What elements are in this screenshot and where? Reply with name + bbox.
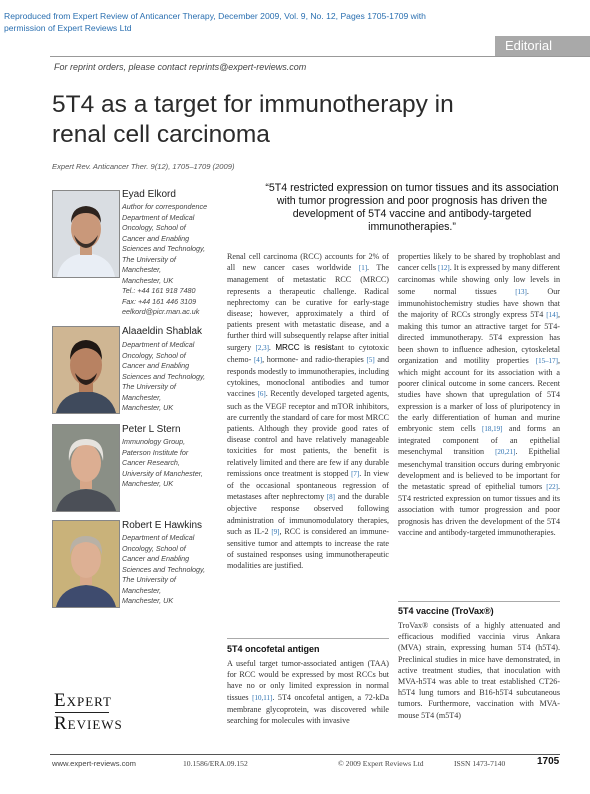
reproduction-line: Reproduced from Expert Review of Anticancer Therapy, December 2009, Vol. 9, No. 12, Pages 1705-1709 with xyxy=(4,11,426,21)
author-phone: Tel.: +44 161 918 7480 xyxy=(122,286,196,295)
reproduction-notice xyxy=(4,10,484,34)
citation-link[interactable]: [12] xyxy=(438,264,450,273)
author-photo-hawkins xyxy=(52,520,120,608)
body-column-left xyxy=(227,251,389,572)
author-affiliation: Immunology Group, Paterson Institute for Cancer Research, University of Manchester, Manchester, UK xyxy=(122,437,203,488)
citation-link[interactable]: [15–17] xyxy=(535,356,558,365)
paragraph: A useful target tumor-associated antigen (TAA) for RCC would be expressed by most RCCs but have no or only limited expression in normal tissues [10,11]. 5T4 oncofetal antigen, a 72-kDa membrane glycoprotein, was discovered while searching for molecules with invasive xyxy=(227,659,389,726)
author-name: Alaaeldin Shablak xyxy=(122,326,203,337)
footer-issn: ISSN 1473-7140 xyxy=(454,759,506,768)
footer-copyright: © 2009 Expert Reviews Ltd xyxy=(338,759,424,768)
author-affiliation: Department of Medical Oncology, School of Cancer and Enabling Sciences and Technology, The University of Manchester, Manchester, UK xyxy=(122,533,206,605)
citation-link[interactable]: [18,19] xyxy=(482,425,503,434)
citation-link[interactable]: [4] xyxy=(253,355,263,364)
citation-link[interactable]: [10,11] xyxy=(252,693,273,702)
article-citation: Expert Rev. Anticancer Ther. 9(12), 1705–1709 (2009) xyxy=(52,162,235,171)
reprint-notice: For reprint orders, please contact reprints@expert-reviews.com xyxy=(54,62,307,72)
pull-quote: “5T4 restricted expression on tumor tissues and its association with tumor progression and poor prognosis has driven the development of 5T4 vaccine and antibody-targeted immunotherapies.” xyxy=(265,182,559,233)
logo-word: Reviews xyxy=(54,713,123,734)
reproduction-line: permission of Expert Reviews Ltd xyxy=(4,23,132,33)
header-rule xyxy=(50,56,590,57)
page-number: 1705 xyxy=(537,756,560,767)
title-line: renal cell carcinoma xyxy=(52,121,270,148)
section-rule xyxy=(398,601,560,602)
author-affiliation: Author for correspondence Department of Medical Oncology, School of Cancer and Enabling Sciences and Technology, The University of Manchester, Manchester, UK Tel.: +44 161 918 7480 Fax: +44 161 446 3109 eelkord@picr.man.ac.uk xyxy=(122,202,222,318)
citation-link[interactable]: [1] xyxy=(358,264,368,273)
citation-link[interactable]: [8] xyxy=(326,493,335,502)
author-name: Peter L Stern xyxy=(122,424,181,435)
author-photo-elkord xyxy=(52,190,120,278)
body-column-right xyxy=(398,251,560,538)
title-line: 5T4 as a target for immunotherapy in xyxy=(52,91,454,118)
footer-website[interactable]: www.expert-reviews.com xyxy=(52,759,136,768)
author-fax: Fax: +44 161 446 3109 xyxy=(122,296,197,306)
paragraph: Renal cell carcinoma (RCC) accounts for 2% of all new cancer cases worldwide [1]. The management of metastatic RCC (MRCC) represents a therapeutic challenge. Radical nephrectomy can be curative for early-stage disease; however, approximately a third of patients present with metastatic disease, and a further third will subsequently relapse after initial surgery [2,3]. MRCC is resistant to cytotoxic chemo- [4], hormone- and radio-therapies [5] and responds modestly to immunotherapies, including cytokines, monoclonal antibodies and tumor vaccines [6]. Recently developed targeted agents, such as the VEGF receptor and mTOR inhibitors, are currently the standard of care for most MRCC patients. Although they provide good rates of disease control and have relatively manageable toxicities for most patients, the benefit is relatively limited and there are few if any durable remissions once treatment is stopped [7]. In view of the occasional spontaneous regression of metastases after nephrectomy [8] and the durable objective response observed following administration of immunomodulatory therapies, such as IL-2 [9], RCC is considered an immune-sensitive tumor and attempts to increase the rate of sustained responses using immunotherapeutic modalities are justified. xyxy=(227,252,390,571)
citation-link[interactable]: [22] xyxy=(546,483,558,492)
citation-link[interactable]: [20,21] xyxy=(495,448,516,457)
citation-link[interactable]: [6] xyxy=(257,390,266,399)
author-name: Eyad Elkord xyxy=(122,189,176,200)
footer-doi: 10.1586/ERA.09.152 xyxy=(183,759,248,768)
citation-link[interactable]: [13] xyxy=(515,287,527,296)
paragraph: TroVax® consists of a highly attenuated and efficacious modified vaccinia virus Ankara (MVA) strain, expressing human 5T4 (h5T4). Preclinical studies in mice have demonstrated, in active treatment studies, that inoculation with MVA-h5T4 was able to treat established CT26-h5T4 lung tumors and B16-h5T4 subcutaneous tumors. Furthermore, vaccination with MVA-mouse 5T4 (m5T4) xyxy=(398,621,560,720)
section-heading: 5T4 oncofetal antigen xyxy=(227,644,320,654)
paragraph: properties likely to be shared by trophoblast and cancer cells [12]. It is expressed by many different carcinomas while showing only low levels in some normal tissues [13]. Our immunohistochemistry studies have shown that the majority of RCCs strongly express 5T4 [14], making this tumor an attractive target for 5T4-directed immunotherapy. 5T4 expression has been shown to influence adhesion, cytoskeletal organization and motility properties [15–17], which might account for its association with a poorer clinical outcome in some cancers. Recent studies have shown that upregulation of 5T4 expression is a marker of loss of pluripotency in the early differentiation of human and murine embryonic stem cells [18,19] and forms an integrated component of an epithelial mesenchymal transition [20,21]. Epithelial mesenchymal transition occurs during embryonic development and is believed to be important for the metastatic spread of epithelial tumors [22]. 5T4 restricted expression on tumor tissues and its association with tumor progression and poor prognosis has driven the development of the 5T4 vaccine and antibody-targeted immunotherapies. xyxy=(398,252,560,537)
section-heading: 5T4 vaccine (TroVax®) xyxy=(398,606,494,616)
expert-reviews-logo xyxy=(54,690,123,735)
citation-link[interactable]: [7] xyxy=(351,469,360,478)
citation-link[interactable]: [14] xyxy=(546,311,558,320)
section-rule xyxy=(227,638,389,639)
citation-link[interactable]: [2,3] xyxy=(255,343,269,352)
author-email[interactable]: eelkord@picr.man.ac.uk xyxy=(122,307,200,316)
citation-link[interactable]: [9] xyxy=(271,527,280,536)
footer-rule xyxy=(50,754,560,755)
logo-word: Expert xyxy=(54,690,112,711)
author-photo-shablak xyxy=(52,326,120,414)
body-column-right-cont xyxy=(398,620,560,721)
highlighted-text: MRCC is resist xyxy=(275,342,334,352)
author-name: Robert E Hawkins xyxy=(122,520,203,531)
article-title xyxy=(52,90,532,150)
section-tab: Editorial xyxy=(495,36,590,56)
author-affiliation: Department of Medical Oncology, School of Cancer and Enabling Sciences and Technology, The University of Manchester, Manchester, UK xyxy=(122,340,206,412)
citation-link[interactable]: [5] xyxy=(366,355,375,364)
author-photo-stern xyxy=(52,424,120,512)
body-column-left-cont xyxy=(227,658,389,726)
